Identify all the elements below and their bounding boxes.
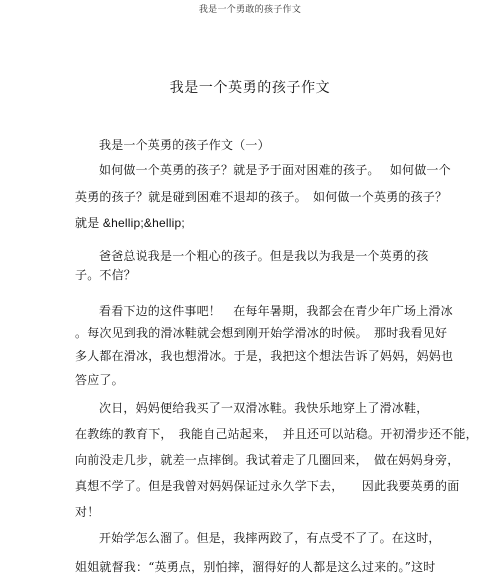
paragraph-line: 子。不信？ <box>75 268 137 282</box>
paragraph-line: 爸爸总说我是一个粗心的孩子。但是我以为我是一个英勇的孩 <box>99 249 429 263</box>
paragraph-line-cropped: 姐姐就督我：“英勇点，别怕摔，溜得好的人都是这么过来的。”这时 <box>75 560 436 574</box>
paragraph-line: 向前没走几步，就差一点摔倒。我试着走了几圈回来， 做在妈妈身旁， <box>75 453 460 467</box>
paragraph-line: 多人都在滑冰，我也想滑冰。于是，我把这个想法告诉了妈妈，妈妈也 <box>75 349 454 363</box>
paragraph-line: 真想不学了。但是我曾对妈妈保证过永久学下去， 因此我要英勇的面 <box>75 479 460 493</box>
paragraph-line: 在教练的教育下， 我能自己站起来， 并且还可以站稳。开初滑步还不能， <box>75 427 478 441</box>
paragraph-line: 答应了。 <box>75 373 124 387</box>
paragraph-line: 看看下边的这件事吧！ 在每年暑期，我都会在青少年广场上滑冰 <box>99 304 453 318</box>
document-title: 我是一个英勇的孩子作文 <box>169 80 331 96</box>
paragraph-line: 对！ <box>75 505 100 519</box>
paragraph-line: 开始学怎么溜了。但是，我摔两跤了，有点受不了了。在这时， <box>99 531 441 545</box>
paragraph-line: 如何做一个英勇的孩子？就是予于面对困难的孩子。 如何做一个 <box>99 163 451 177</box>
paragraph-line: 。每次见到我的滑冰鞋就会想到刚开始学滑冰的时候。 那时我看见好 <box>75 326 448 340</box>
cropped-line-wrapper <box>0 558 500 574</box>
paragraph-line: 英勇的孩子？就是碰到困难不退却的孩子。 如何做一个英勇的孩子？ <box>75 190 448 204</box>
section-heading: 我是一个英勇的孩子作文（一） <box>99 138 270 152</box>
running-header-title: 我是一个勇敢的孩子作文 <box>198 5 302 15</box>
paragraph-line: 就是 &hellip;&hellip; <box>75 216 185 230</box>
paragraph-line: 次日，妈妈便给我买了一双滑冰鞋。我快乐地穿上了滑冰鞋， <box>99 401 429 415</box>
